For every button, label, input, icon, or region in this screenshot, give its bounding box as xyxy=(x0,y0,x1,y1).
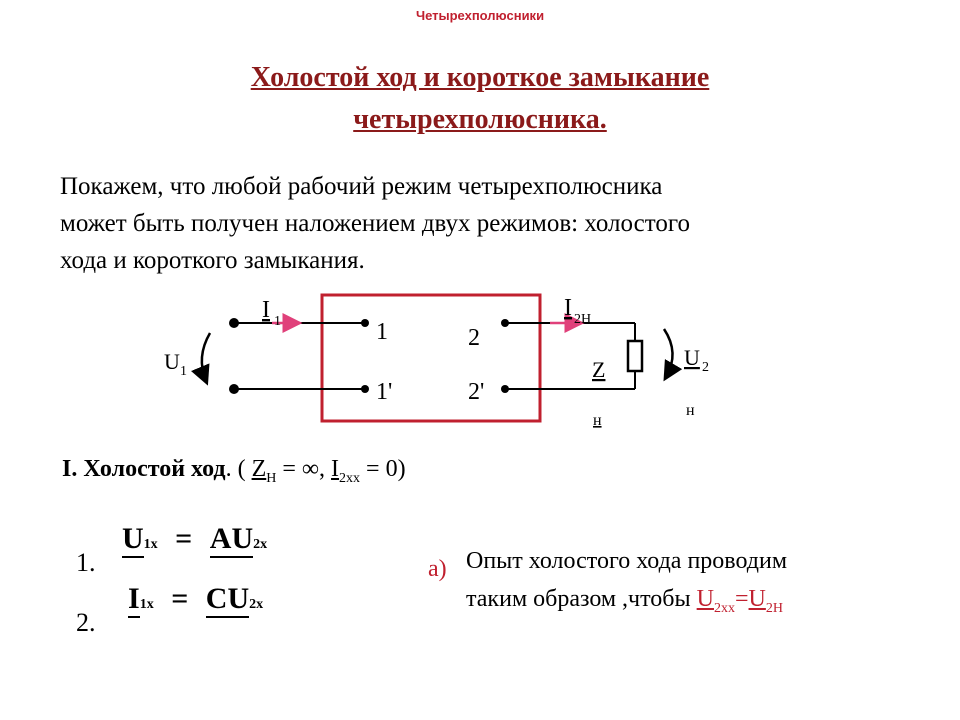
u1-arrow xyxy=(202,333,210,381)
eq2-equals: = xyxy=(171,582,189,615)
section-i: I xyxy=(331,456,340,482)
label-zh-below: н xyxy=(593,412,602,429)
eq2-rhs: U xyxy=(227,582,249,618)
eq1-lhs-sub: 1х xyxy=(143,537,158,552)
intro-line-2: может быть получен наложением двух режимов: холостого xyxy=(60,210,690,237)
label-u2-sub: 2 xyxy=(702,360,709,375)
section-close: = 0) xyxy=(360,456,406,482)
label-terminal-1: 1 xyxy=(376,319,388,345)
section-i-sub: 2хх xyxy=(339,470,361,486)
note-equals: = xyxy=(734,586,749,612)
note-u2h: U xyxy=(748,586,766,612)
label-i2h: I xyxy=(564,295,572,321)
eq1-lhs: U xyxy=(122,522,144,558)
equation-1 xyxy=(122,522,267,558)
note-marker: а) xyxy=(428,556,447,582)
section-label: I. Холостой ход xyxy=(62,456,226,482)
label-zh: Z xyxy=(592,357,606,382)
terminal-1p-dot xyxy=(361,385,369,393)
eq2-lhs: I xyxy=(128,582,140,618)
label-i2h-sub: 2Н xyxy=(574,312,592,327)
equation-1-number: 1. xyxy=(76,548,96,577)
u2-arrow xyxy=(664,329,673,377)
label-terminal-2p: 2' xyxy=(468,379,485,405)
slide-title-line-2: четырехполюсника. xyxy=(353,104,607,135)
label-u2-below: н xyxy=(686,402,695,419)
eq1-coef: A xyxy=(210,522,232,558)
section-open: . ( xyxy=(225,456,252,482)
section-heading-open-circuit xyxy=(62,456,406,487)
note-u2h-sub: 2Н xyxy=(765,600,783,616)
section-z-sub: Н xyxy=(266,470,277,486)
input-terminal-bottom xyxy=(229,384,239,394)
note-u2xx-sub: 2хх xyxy=(713,600,735,616)
label-u2: U xyxy=(684,345,700,370)
eq2-rhs-sub: 2х xyxy=(249,597,264,612)
note-line-1: Опыт холостого хода проводим xyxy=(466,548,788,574)
eq1-rhs: U xyxy=(231,522,253,558)
label-terminal-1p: 1' xyxy=(376,379,393,405)
note-line-2 xyxy=(466,586,783,617)
intro-line-3: хода и короткого замыкания. xyxy=(60,247,365,274)
label-i1-sub: 1 xyxy=(274,314,281,329)
equation-2 xyxy=(128,582,263,618)
label-u1-sub: 1 xyxy=(180,364,187,379)
eq2-coef: C xyxy=(206,582,228,618)
section-mid: = ∞, xyxy=(276,456,332,482)
terminal-1-dot xyxy=(361,319,369,327)
quadripole-box xyxy=(322,295,540,421)
slide-header: Четырехполюсники xyxy=(415,8,545,23)
label-u1: U xyxy=(164,349,180,374)
equation-2-number: 2. xyxy=(76,608,96,637)
quadripole-circuit-diagram xyxy=(150,285,750,435)
intro-line-1: Покажем, что любой рабочий режим четырехполюсника xyxy=(60,173,663,200)
note-line-2-prefix: таким образом ,чтобы xyxy=(466,586,697,612)
slide-title-line-1: Холостой ход и короткое замыкание xyxy=(250,62,710,93)
load-resistor xyxy=(628,341,642,371)
eq1-equals: = xyxy=(175,522,193,555)
note-u2xx: U xyxy=(696,586,714,612)
section-z: Z xyxy=(251,456,267,482)
eq2-lhs-sub: 1х xyxy=(139,597,154,612)
eq1-rhs-sub: 2х xyxy=(253,537,268,552)
label-terminal-2: 2 xyxy=(468,325,480,351)
input-terminal-top xyxy=(229,318,239,328)
label-i1: I xyxy=(262,297,270,323)
